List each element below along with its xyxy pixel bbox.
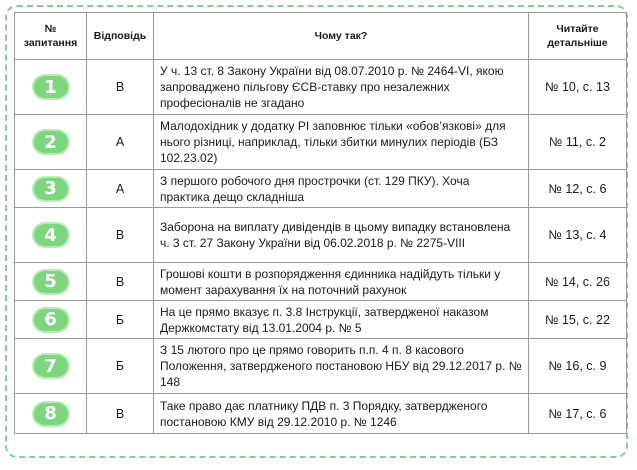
explanation-cell: Таке право дає платнику ПДВ п. 3 Порядку, затвердженого постановою КМУ від 29.12.2010 р. № 1246 — [154, 394, 529, 434]
reference-cell: № 15, с. 22 — [529, 301, 627, 339]
table-row — [15, 170, 627, 208]
reference-cell: № 17, с. 6 — [529, 394, 627, 434]
header-read-more: Читайте детальніше — [529, 13, 627, 60]
number-badge: 7 — [34, 355, 68, 377]
explanation-cell: Грошові кошти в розпорядження єдинника надійдуть тільки у момент зарахування їх на поточний рахунок — [154, 263, 529, 301]
reference-cell: № 14, с. 26 — [529, 263, 627, 301]
explanation-cell: З 15 лютого про це прямо говорить п.п. 4 п. 8 касового Положення, затвердженого постановою НБУ від 29.12.2017 р. № 148 — [154, 339, 529, 394]
explanation-cell: Малодохідник у додатку РІ заповнює тільки «обов’язкові» для нього різниці, наприклад, тільки збитки минулих періодів (БЗ 102.23.02) — [154, 115, 529, 170]
explanation-cell: З першого робочого дня прострочки (ст. 129 ПКУ). Хоча практика дещо складніша — [154, 170, 529, 208]
answer-cell: В — [87, 208, 154, 263]
number-badge: 6 — [34, 309, 68, 331]
explanation-cell: Заборона на виплату дивідендів в цьому випадку встановлена ч. 3 ст. 27 Закону України від 06.02.2018 р. № 2275-VIII — [154, 208, 529, 263]
table-row — [15, 208, 627, 263]
table-row — [15, 60, 627, 115]
header-why: Чому так? — [154, 13, 529, 60]
number-badge: 2 — [34, 131, 68, 153]
header-row — [15, 13, 627, 60]
reference-cell: № 11, с. 2 — [529, 115, 627, 170]
header-question-number: № запитання — [15, 13, 87, 60]
number-badge: 1 — [34, 76, 68, 98]
answers-table — [14, 12, 627, 434]
number-badge: 4 — [34, 224, 68, 246]
table-row — [15, 394, 627, 434]
answer-cell: В — [87, 60, 154, 115]
explanation-cell: У ч. 13 ст. 8 Закону України від 08.07.2010 р. № 2464-VI, якою запроваджено пільгову ЄСВ-ставку про незалежних професіоналів не згадано — [154, 60, 529, 115]
reference-cell: № 10, с. 13 — [529, 60, 627, 115]
header-answer: Відповідь — [87, 13, 154, 60]
number-badge: 5 — [34, 271, 68, 293]
answer-cell: В — [87, 263, 154, 301]
answer-cell: Б — [87, 339, 154, 394]
reference-cell: № 16, с. 9 — [529, 339, 627, 394]
table-row — [15, 301, 627, 339]
number-badge: 8 — [34, 403, 68, 425]
answer-cell: Б — [87, 301, 154, 339]
answer-cell: В — [87, 394, 154, 434]
reference-cell: № 12, с. 6 — [529, 170, 627, 208]
answer-cell: А — [87, 170, 154, 208]
explanation-cell: На це прямо вказує п. 3.8 Інструкції, затвердженої наказом Держкомстату від 13.01.2004 р. № 5 — [154, 301, 529, 339]
table-row — [15, 115, 627, 170]
number-badge: 3 — [34, 178, 68, 200]
reference-cell: № 13, с. 4 — [529, 208, 627, 263]
answer-cell: А — [87, 115, 154, 170]
table-row — [15, 263, 627, 301]
table-row — [15, 339, 627, 394]
